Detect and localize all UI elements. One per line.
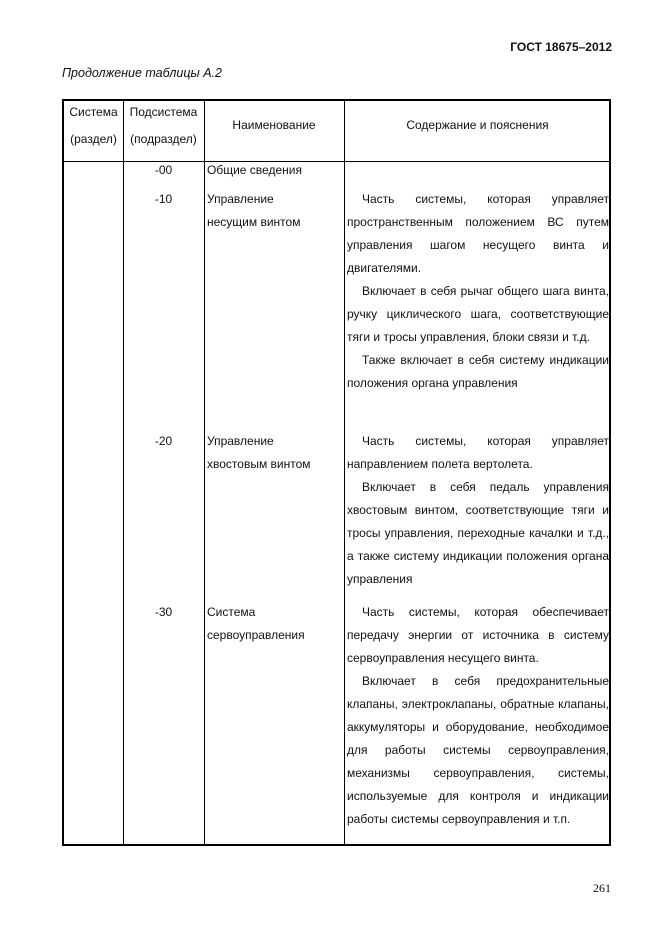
row-code: -00 bbox=[154, 163, 173, 177]
column-divider bbox=[123, 101, 124, 844]
standard-number: ГОСТ 18675–2012 bbox=[510, 40, 612, 54]
column-header-subsystem bbox=[123, 101, 204, 151]
description-paragraph: Часть системы, которая управляет пространственным положением ВС путем управления шагом несущего винта и двигателями. bbox=[347, 192, 609, 275]
description-paragraph: Часть системы, которая управляет направлением полета вертолета. bbox=[347, 434, 609, 471]
description-paragraph: Включает в себя педаль управления хвостовым винтом, соответствующие тяги и тросы управления, переходные качалки и т.д., а также систему индикации положения органа управления bbox=[347, 480, 609, 586]
column-header-system-line2: (раздел) bbox=[70, 132, 117, 146]
column-header-system-line1: Система bbox=[69, 105, 118, 119]
column-header-subsystem-line1: Подсистема bbox=[129, 105, 198, 119]
column-header-subsystem-line2: (подраздел) bbox=[130, 132, 197, 146]
description-paragraph: Включает в себя предохранительные клапаны, электроклапаны, обратные клапаны, аккумуляторы и оборудование, необходимое для работы системы сервоуправления, механизмы сервоуправления, системы, используемые для контроля и индикации работы системы сервоуправления и т.п. bbox=[347, 674, 609, 826]
row-code: -10 bbox=[154, 192, 173, 206]
page-number: 261 bbox=[593, 881, 611, 895]
description-paragraph: Также включает в себя систему индикации положения органа управления bbox=[347, 353, 609, 390]
column-divider bbox=[344, 101, 345, 844]
row-description bbox=[347, 430, 609, 591]
description-paragraph: Часть системы, которая обеспечивает передачу энергии от источника в систему сервоуправления несущего винта. bbox=[347, 605, 609, 665]
description-paragraph: Включает в себя рычаг общего шага винта, ручку циклического шага, соответствующие тяги и тросы управления, блоки связи и т.д. bbox=[347, 284, 609, 344]
row-name: Управление хвостовым винтом bbox=[207, 434, 311, 471]
column-header-name: Наименование bbox=[232, 118, 316, 132]
row-description bbox=[347, 188, 609, 395]
row-name: Управление несущим винтом bbox=[207, 192, 301, 229]
table bbox=[62, 99, 611, 846]
row-name: Общие сведения bbox=[207, 163, 302, 177]
row-description bbox=[347, 601, 609, 831]
column-header-content: Содержание и пояснения bbox=[406, 118, 549, 132]
row-name: Система сервоуправления bbox=[207, 605, 305, 642]
column-header-system bbox=[64, 101, 123, 151]
column-divider bbox=[204, 101, 205, 844]
row-code: -20 bbox=[154, 434, 173, 448]
row-code: -30 bbox=[154, 605, 173, 619]
table-caption: Продолжение таблицы А.2 bbox=[62, 66, 222, 80]
